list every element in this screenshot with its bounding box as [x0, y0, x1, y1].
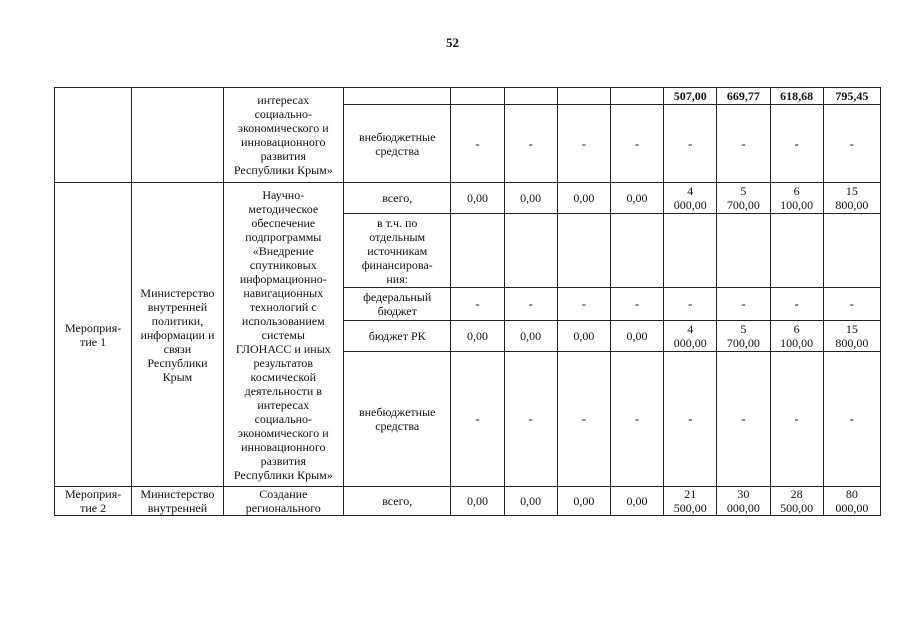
- value-cell: 0,00: [610, 183, 663, 214]
- table-row: [55, 487, 881, 516]
- value-cell: 0,00: [451, 321, 504, 352]
- value-cell: 6 100,00: [770, 183, 823, 214]
- value-cell: 5 700,00: [717, 183, 770, 214]
- value-cell: -: [717, 288, 770, 321]
- event-name-cell: Мероприя- тие 1: [55, 183, 132, 487]
- value-cell: 4 000,00: [664, 183, 717, 214]
- value-cell: -: [557, 105, 610, 183]
- value-cell: 6 100,00: [770, 321, 823, 352]
- value-cell: -: [451, 288, 504, 321]
- value-cell: 4 000,00: [664, 321, 717, 352]
- value-cell: [451, 88, 504, 105]
- value-cell: -: [664, 352, 717, 487]
- value-cell: [664, 214, 717, 288]
- value-cell: -: [823, 288, 880, 321]
- value-cell: -: [557, 288, 610, 321]
- value-cell: -: [451, 105, 504, 183]
- value-cell: 5 700,00: [717, 321, 770, 352]
- value-cell: 0,00: [504, 321, 557, 352]
- value-cell: -: [504, 352, 557, 487]
- description-cell: Создание регионального: [223, 487, 343, 516]
- value-cell: 795,45: [823, 88, 880, 105]
- description-cell: интересах социально- экономического и инновационного развития Республики Крым»: [223, 88, 343, 183]
- executor-cell: Министерство внутренней: [132, 487, 223, 516]
- table-row: [55, 88, 881, 105]
- value-cell: 15 800,00: [823, 321, 880, 352]
- value-cell: 0,00: [504, 183, 557, 214]
- value-cell: -: [717, 105, 770, 183]
- value-cell: [823, 214, 880, 288]
- budget-table: [54, 87, 881, 516]
- value-cell: 0,00: [557, 183, 610, 214]
- value-cell: [557, 88, 610, 105]
- value-cell: -: [610, 105, 663, 183]
- value-cell: -: [664, 288, 717, 321]
- event-name-cell: [55, 88, 132, 183]
- source-cell: [344, 88, 451, 105]
- value-cell: 0,00: [504, 487, 557, 516]
- value-cell: -: [770, 288, 823, 321]
- value-cell: -: [770, 352, 823, 487]
- source-cell: внебюджетные средства: [344, 105, 451, 183]
- value-cell: [504, 88, 557, 105]
- value-cell: -: [504, 105, 557, 183]
- source-cell: всего,: [344, 487, 451, 516]
- value-cell: -: [557, 352, 610, 487]
- description-cell: Научно- методическое обеспечение подпрограммы «Внедрение спутниковых информационно- навигационных технологий с использованием системы ГЛОНАСС и иных результатов космической деятельности в интересах социально- экономического и инновационного развития Республики Крым»: [223, 183, 343, 487]
- value-cell: 0,00: [557, 321, 610, 352]
- value-cell: [610, 214, 663, 288]
- value-cell: 21 500,00: [664, 487, 717, 516]
- value-cell: [451, 214, 504, 288]
- value-cell: 80 000,00: [823, 487, 880, 516]
- source-cell: в т.ч. по отдельным источникам финансирова- ния:: [344, 214, 451, 288]
- value-cell: 507,00: [664, 88, 717, 105]
- value-cell: [557, 214, 610, 288]
- value-cell: 0,00: [451, 487, 504, 516]
- value-cell: -: [823, 105, 880, 183]
- source-cell: бюджет РК: [344, 321, 451, 352]
- table-row: [55, 183, 881, 214]
- executor-cell: Министерство внутренней политики, информации и связи Республики Крым: [132, 183, 223, 487]
- value-cell: 0,00: [610, 487, 663, 516]
- value-cell: -: [823, 352, 880, 487]
- source-cell: федеральный бюджет: [344, 288, 451, 321]
- value-cell: [770, 214, 823, 288]
- page-number: 52: [446, 35, 459, 50]
- executor-cell: [132, 88, 223, 183]
- value-cell: 669,77: [717, 88, 770, 105]
- value-cell: 0,00: [610, 321, 663, 352]
- source-cell: внебюджетные средства: [344, 352, 451, 487]
- value-cell: -: [610, 352, 663, 487]
- value-cell: -: [717, 352, 770, 487]
- value-cell: [504, 214, 557, 288]
- value-cell: 28 500,00: [770, 487, 823, 516]
- value-cell: 618,68: [770, 88, 823, 105]
- value-cell: [717, 214, 770, 288]
- value-cell: 30 000,00: [717, 487, 770, 516]
- value-cell: -: [451, 352, 504, 487]
- value-cell: -: [664, 105, 717, 183]
- value-cell: 0,00: [451, 183, 504, 214]
- value-cell: 0,00: [557, 487, 610, 516]
- value-cell: -: [610, 288, 663, 321]
- value-cell: -: [504, 288, 557, 321]
- value-cell: 15 800,00: [823, 183, 880, 214]
- source-cell: всего,: [344, 183, 451, 214]
- value-cell: -: [770, 105, 823, 183]
- value-cell: [610, 88, 663, 105]
- event-name-cell: Мероприя- тие 2: [55, 487, 132, 516]
